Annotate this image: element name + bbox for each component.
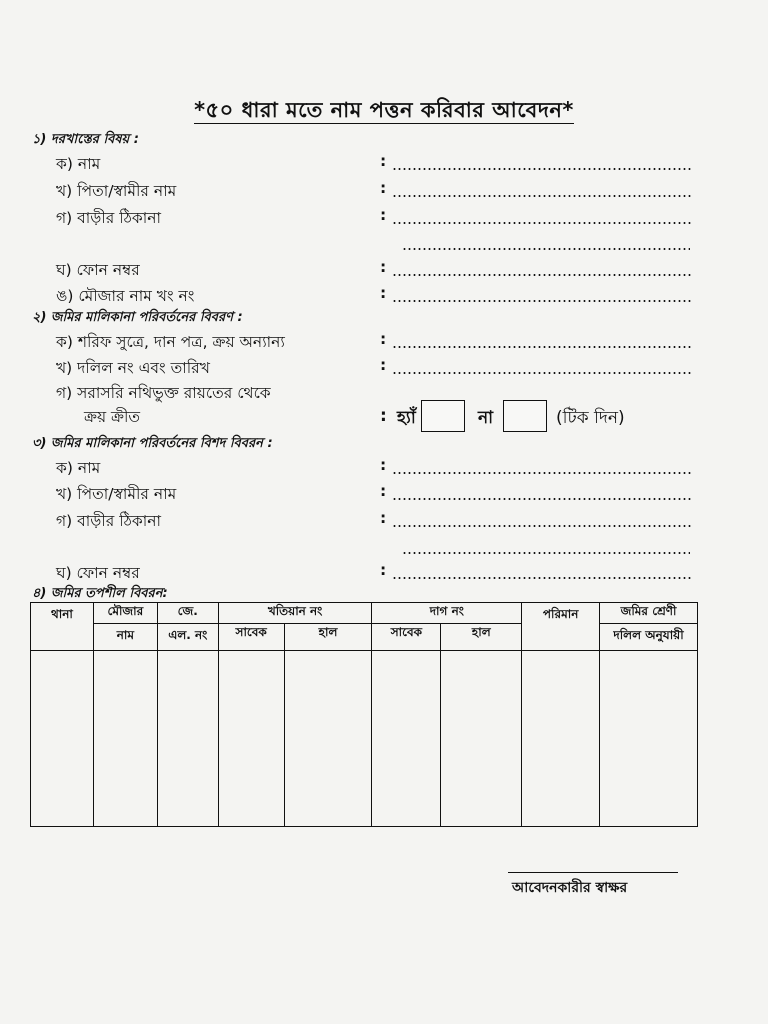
fill-line[interactable] bbox=[392, 222, 692, 224]
form-title: *৫০ ধারা মতে নাম পত্তন করিবার আবেদন* bbox=[194, 98, 574, 122]
table-cell[interactable] bbox=[441, 651, 522, 827]
col-dag-number: দাগ নং bbox=[372, 603, 522, 624]
fill-line[interactable] bbox=[392, 372, 692, 374]
col-jl: জে. bbox=[157, 603, 218, 624]
field-home-address-continued[interactable] bbox=[0, 232, 768, 256]
section-4-heading: ৪) জমির তপশীল বিবরন: bbox=[32, 586, 168, 601]
col-land-class: জমির শ্রেণী bbox=[600, 603, 698, 624]
colon: : bbox=[380, 356, 387, 374]
col-khatian-number: খতিয়ান নং bbox=[218, 603, 372, 624]
fill-line[interactable] bbox=[392, 168, 692, 170]
table-header-row bbox=[31, 603, 698, 624]
colon: : bbox=[380, 258, 387, 276]
field-transfer-home-address[interactable] bbox=[0, 509, 768, 533]
field-transfer-home-address-continued[interactable] bbox=[0, 536, 768, 560]
field-label: গ) সরাসরি নথিভুক্ত রায়তের থেকে bbox=[56, 384, 271, 402]
yes-no-check-row bbox=[0, 400, 768, 432]
field-label: গ) বাড়ীর ঠিকানা bbox=[56, 512, 162, 530]
colon: : bbox=[380, 152, 387, 170]
field-transfer-name[interactable] bbox=[0, 456, 768, 480]
table-cell[interactable] bbox=[522, 651, 600, 827]
field-label: খ) পিতা/স্বামীর নাম bbox=[56, 182, 177, 200]
fill-line[interactable] bbox=[392, 346, 692, 348]
yes-checkbox[interactable] bbox=[421, 400, 465, 432]
table-cell[interactable] bbox=[284, 651, 372, 827]
fill-line[interactable] bbox=[392, 300, 692, 302]
field-label: ঘ) ফোন নম্বর bbox=[56, 564, 140, 582]
field-label: ক) শরিফ সুত্রে, দান পত্র, ক্রয় অন্যান্য bbox=[56, 333, 285, 351]
col-mouza-name: নাম bbox=[93, 624, 157, 651]
fill-line[interactable] bbox=[392, 498, 692, 500]
no-checkbox[interactable] bbox=[503, 400, 547, 432]
field-mouza-name-khatian[interactable] bbox=[0, 284, 768, 308]
fill-line[interactable] bbox=[392, 525, 692, 527]
col-per-deed: দলিল অনুযায়ী bbox=[600, 624, 698, 651]
colon: : bbox=[380, 456, 387, 474]
no-label: না bbox=[478, 408, 494, 428]
colon: : bbox=[380, 330, 387, 348]
table-cell[interactable] bbox=[372, 651, 441, 827]
yes-label: হ্যাঁ bbox=[397, 408, 416, 428]
field-label: ঙ) মৌজার নাম খং নং bbox=[56, 287, 195, 305]
field-home-address[interactable] bbox=[0, 206, 768, 230]
table-cell[interactable] bbox=[157, 651, 218, 827]
field-label: ঘ) ফোন নম্বর bbox=[56, 261, 140, 279]
col-dag-hal: হাল bbox=[441, 624, 522, 651]
colon: : bbox=[380, 561, 387, 579]
fill-line[interactable] bbox=[392, 577, 692, 579]
table-cell[interactable] bbox=[218, 651, 284, 827]
fill-line[interactable] bbox=[392, 472, 692, 474]
col-jl-number: এল. নং bbox=[157, 624, 218, 651]
colon: : bbox=[380, 284, 387, 302]
field-father-husband-name[interactable] bbox=[0, 179, 768, 203]
colon: : bbox=[380, 509, 387, 527]
colon: : bbox=[380, 206, 387, 224]
fill-line[interactable] bbox=[392, 195, 692, 197]
col-dag-sabek: সাবেক bbox=[372, 624, 441, 651]
field-acquisition-mode[interactable] bbox=[0, 330, 768, 354]
tick-instruction: (টিক দিন) bbox=[556, 408, 625, 428]
fill-line[interactable] bbox=[402, 552, 690, 554]
table-row[interactable] bbox=[31, 651, 698, 827]
field-label: গ) বাড়ীর ঠিকানা bbox=[56, 209, 162, 227]
applicant-signature-label: আবেদনকারীর স্বাক্ষর bbox=[512, 880, 628, 896]
section-3-heading: ৩) জমির মালিকানা পরিবর্তনের বিশদ বিবরন : bbox=[32, 436, 273, 451]
field-label: খ) পিতা/স্বামীর নাম bbox=[56, 485, 177, 503]
col-thana: থানা bbox=[31, 603, 94, 651]
col-mouza: মৌজার bbox=[93, 603, 157, 624]
colon: : bbox=[380, 406, 387, 426]
signature-line[interactable] bbox=[508, 872, 678, 873]
field-transfer-father-husband-name[interactable] bbox=[0, 482, 768, 506]
field-label: ক্রয় ক্রীত bbox=[84, 408, 141, 426]
col-khatian-sabek: সাবেক bbox=[218, 624, 284, 651]
table-cell[interactable] bbox=[31, 651, 94, 827]
fill-line[interactable] bbox=[402, 248, 690, 250]
field-deed-number-date[interactable] bbox=[0, 356, 768, 380]
section-2-heading: ২) জমির মালিকানা পরিবর্তনের বিবরণ : bbox=[32, 310, 243, 325]
table-cell[interactable] bbox=[600, 651, 698, 827]
colon: : bbox=[380, 179, 387, 197]
field-phone-number[interactable] bbox=[0, 258, 768, 282]
field-label: ক) নাম bbox=[56, 155, 101, 173]
col-khatian-hal: হাল bbox=[284, 624, 372, 651]
land-schedule-table bbox=[30, 602, 698, 827]
field-transfer-phone-number[interactable] bbox=[0, 561, 768, 585]
field-name[interactable] bbox=[0, 152, 768, 176]
col-poriman: পরিমান bbox=[522, 603, 600, 651]
fill-line[interactable] bbox=[392, 274, 692, 276]
field-label: ক) নাম bbox=[56, 459, 101, 477]
colon: : bbox=[380, 482, 387, 500]
table-cell[interactable] bbox=[93, 651, 157, 827]
field-label: খ) দলিল নং এবং তারিখ bbox=[56, 359, 210, 377]
section-1-heading: ১) দরখাস্তের বিষয় : bbox=[32, 132, 139, 147]
